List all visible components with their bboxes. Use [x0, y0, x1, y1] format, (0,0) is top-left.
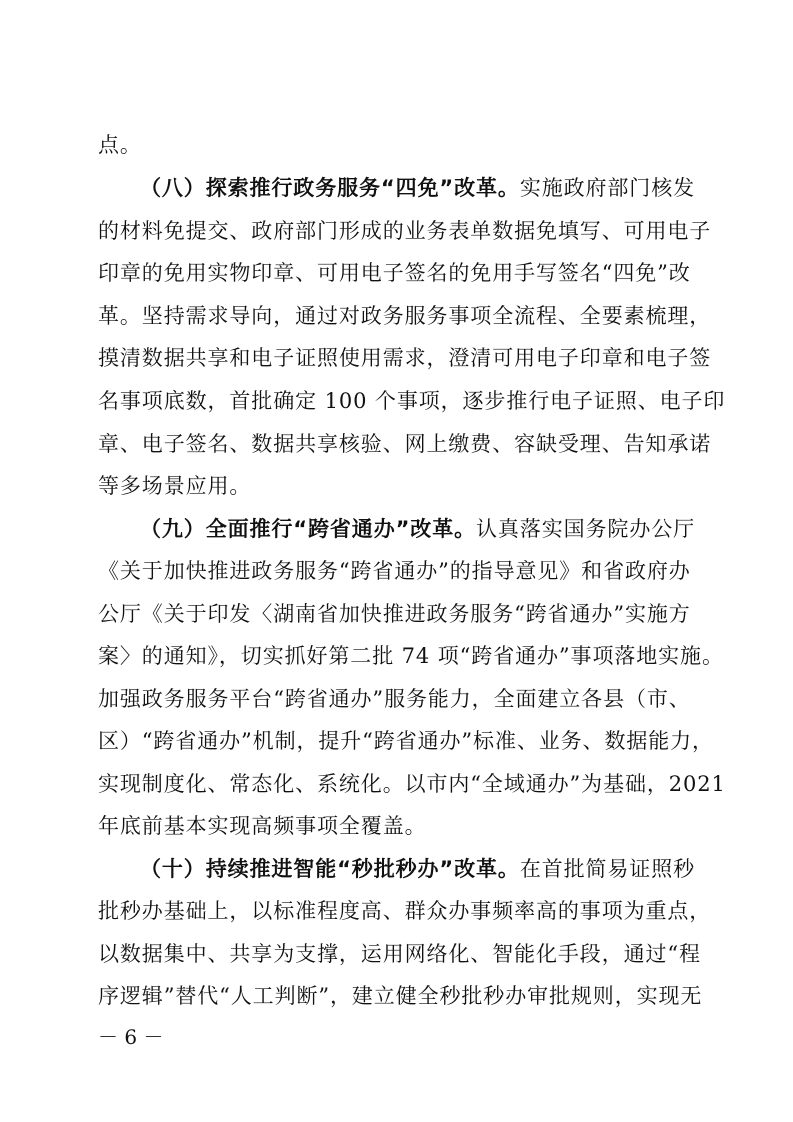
- text-line: 区）“跨省通办”机制，提升“跨省通办”标准、业务、数据能力，: [98, 729, 714, 753]
- text-line: 章、电子签名、数据共享核验、网上缴费、容缺受理、告知承诺: [98, 432, 712, 456]
- section-heading-8: （八）探索推行政务服务“四免”改革。: [140, 176, 520, 200]
- page-number: － 6 －: [98, 1025, 164, 1049]
- section-heading-10: （十）持续推进智能“秒批秒办”改革。: [140, 857, 520, 881]
- text-line: 实现制度化、常态化、系统化。以市内“全域通办”为基础，2021: [98, 772, 726, 796]
- text-line: 公厅《关于印发〈湖南省加快推进政务服务“跨省通办”实施方: [98, 602, 691, 626]
- section-10-text: 在首批简易证照秒: [519, 857, 696, 881]
- text-line: 的材料免提交、政府部门形成的业务表单数据免填写、可用电子: [98, 219, 712, 243]
- text-line: 批秒办基础上，以标准程度高、群众办事频率高的事项为重点，: [98, 899, 712, 923]
- section-8-text: 实施政府部门核发: [519, 176, 696, 200]
- text-line: 序逻辑”替代“人工判断”，建立健全秒批秒办审批规则，实现无: [98, 984, 703, 1008]
- text-line: 等多场景应用。: [98, 474, 252, 498]
- text-line: 印章的免用实物印章、可用电子签名的免用手写签名“四免”改: [98, 261, 691, 285]
- text-line: 加强政务服务平台“跨省通办”服务能力，全面建立各县（市、: [98, 687, 691, 711]
- text-line: 以数据集中、共享为支撑，运用网络化、智能化手段，通过“程: [98, 942, 701, 966]
- text-line: 名事项底数，首批确定 100 个事项，逐步推行电子证照、电子印: [98, 389, 726, 413]
- text-line: 革。坚持需求导向，通过对政务服务事项全流程、全要素梳理，: [98, 304, 712, 328]
- section-heading-9: （九）全面推行“跨省通办”改革。: [140, 517, 477, 541]
- section-8-first-line: [140, 170, 700, 206]
- text-line: 点。: [98, 133, 142, 157]
- text-line: 《关于加快推进政务服务“跨省通办”的指导意见》和省政府办: [98, 559, 691, 583]
- section-9-first-line: [140, 511, 700, 547]
- section-10-first-line: [140, 851, 700, 887]
- text-line: 年底前基本实现高频事项全覆盖。: [98, 814, 427, 838]
- text-line: 摸清数据共享和电子证照使用需求，澄清可用电子印章和电子签: [98, 346, 712, 370]
- text-line: 案〉的通知》，切实抓好第二批 74 项“跨省通办”事项落地实施。: [98, 644, 724, 668]
- section-9-text: 认真落实国务院办公厅: [476, 517, 696, 541]
